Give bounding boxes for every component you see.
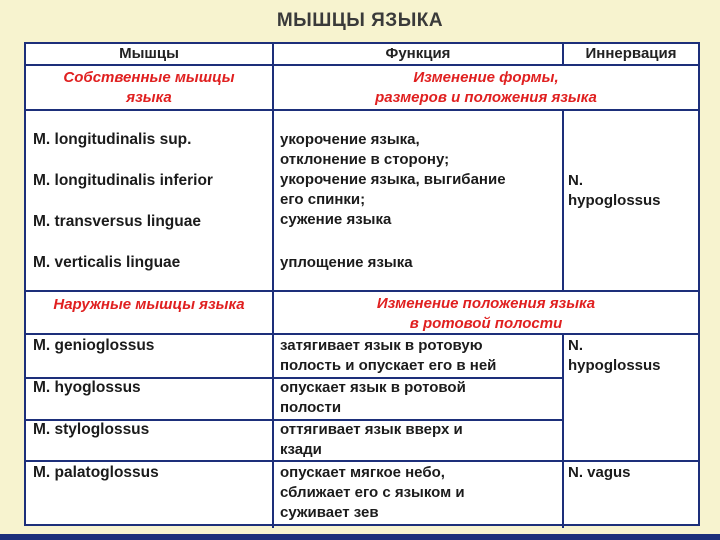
bottom-bar [0, 534, 720, 540]
extrinsic-function [280, 378, 562, 418]
extrinsic-function [280, 463, 562, 523]
intrinsic-function [280, 130, 562, 230]
muscle-name: M. genioglossus [33, 337, 155, 354]
function-line: сужение языка [280, 211, 392, 228]
header-function: Функция [385, 45, 451, 62]
col-divider-2-a [562, 109, 564, 290]
intrinsic-group-function-line: Изменение формы, [413, 69, 559, 86]
function-line: опускает язык в ротовой [280, 379, 466, 396]
innervation-line: N. [568, 337, 583, 354]
intrinsic-group-divider [26, 109, 698, 111]
extrinsic-function [280, 420, 562, 460]
innervation-line: N. [568, 172, 583, 189]
extrinsic-group-function [274, 294, 698, 334]
page-title: МЫШЦЫ ЯЗЫКА [276, 10, 444, 31]
function-line: его спинки; [280, 191, 366, 208]
innervation-line: hypoglossus [568, 192, 661, 209]
intrinsic-group-function [274, 68, 698, 108]
function-line: затягивает язык в ротовую [280, 337, 483, 354]
function-line: полости [280, 399, 342, 416]
intrinsic-group-function-line: размеров и положения языка [375, 89, 597, 106]
section-divider [26, 290, 698, 292]
col-divider-1-b [272, 333, 274, 528]
extrinsic-innervation-vagus: N. vagus [568, 464, 631, 481]
intrinsic-group-label [26, 68, 272, 108]
innervation-line: hypoglossus [568, 357, 661, 374]
muscle-name: M. longitudinalis inferior [33, 172, 213, 189]
muscle-name: M. verticalis linguae [33, 254, 181, 271]
extrinsic-group-label: Наружные мышцы языка [53, 296, 245, 313]
muscle-name: M. styloglossus [33, 421, 150, 438]
function-line: суживает зев [280, 504, 379, 521]
header-divider [26, 64, 698, 66]
function-line: укорочение языка, [280, 131, 420, 148]
intrinsic-function-last: уплощение языка [280, 254, 413, 271]
intrinsic-innervation [568, 171, 698, 211]
function-line: сближает его с языком и [280, 484, 465, 501]
muscles-table [24, 42, 700, 526]
extrinsic-group-function-line: в ротовой полости [409, 315, 563, 332]
function-line: отклонение в сторону; [280, 151, 450, 168]
function-line: кзади [280, 441, 322, 458]
muscle-name: M. hyoglossus [33, 379, 141, 396]
intrinsic-group-label-line: Собственные мышцы [63, 69, 235, 86]
extrinsic-innervation-hypoglossus [568, 336, 698, 376]
col-divider-1-a [272, 109, 274, 290]
extrinsic-group-function-line: Изменение положения языка [376, 295, 596, 312]
function-line: оттягивает язык вверх и [280, 421, 463, 438]
intrinsic-group-label-line: языка [126, 89, 172, 106]
function-line: укорочение языка, выгибание [280, 171, 506, 188]
header-muscles: Мышцы [119, 45, 179, 62]
header-innervation: Иннервация [585, 45, 677, 62]
muscle-name: M. longitudinalis sup. [33, 131, 192, 148]
col-divider-2-b [562, 333, 564, 528]
function-line: полость и опускает его в ней [280, 357, 497, 374]
row-divider-3 [26, 460, 698, 462]
extrinsic-function [280, 336, 562, 376]
muscle-name: M. palatoglossus [33, 464, 159, 481]
muscle-name: M. transversus linguae [33, 213, 201, 230]
function-line: опускает мягкое небо, [280, 464, 445, 481]
